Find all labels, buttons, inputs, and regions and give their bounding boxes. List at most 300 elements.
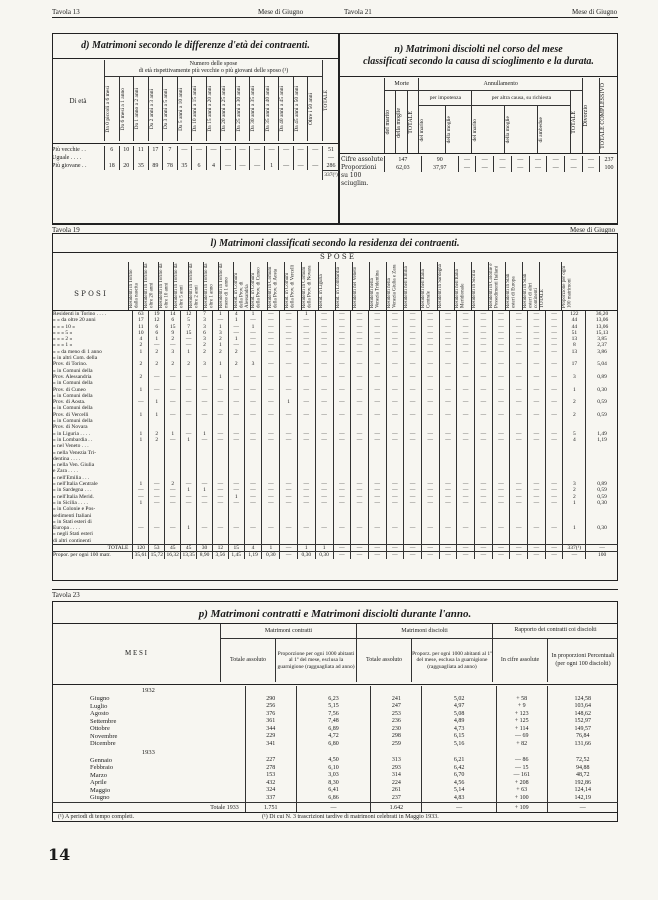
header-tavola-23: Tavola 23 xyxy=(52,591,80,599)
table-n xyxy=(384,78,618,154)
l-cell: — xyxy=(297,525,315,531)
l-col-2: Residenti in Torino da oltre 10 anni xyxy=(159,263,170,308)
l-cell: 2 xyxy=(165,361,181,367)
l-row-label: Prov. di Cuneo xyxy=(53,386,86,393)
l-cell: — xyxy=(315,500,333,506)
l-cell: — xyxy=(368,349,386,355)
l-cell: — xyxy=(315,342,333,348)
l-cell: — xyxy=(149,525,165,531)
l-cell: — xyxy=(280,412,298,418)
p-month: Luglio xyxy=(90,702,108,710)
l-cell: 1 xyxy=(563,387,586,393)
d-col-3: Da 2 anni a 3 anni xyxy=(148,88,155,130)
l-cell: 1,19 xyxy=(586,437,618,443)
n-divorzio: Divorzio xyxy=(583,105,589,127)
l-cell: — xyxy=(404,349,422,355)
l-cell: — xyxy=(315,494,333,500)
l-cell: — xyxy=(280,500,298,506)
l-cell: — xyxy=(528,552,546,559)
l-cell: 2,37 xyxy=(586,342,618,348)
p-cell: 5,16 xyxy=(422,740,496,748)
l-cell: — xyxy=(333,349,351,355)
l-cell: 2 xyxy=(181,361,197,367)
l-cell: — xyxy=(545,317,563,323)
l-cell: 0,30 xyxy=(586,525,618,531)
l-cell: — xyxy=(197,525,213,531)
n-cell: — xyxy=(547,164,565,172)
l-cell: — xyxy=(421,317,439,323)
header-mese-13: Mese di Giugno xyxy=(258,8,304,16)
p-cell: 229 xyxy=(245,733,296,741)
l-col-22: Residenti in Colonie e Possedimenti Italiani xyxy=(489,263,500,308)
d-cell: — xyxy=(221,146,236,154)
n-cell: — xyxy=(565,164,583,172)
page-number: 14 xyxy=(48,845,71,864)
l-cell: — xyxy=(244,317,262,323)
l-row-label: » in Comuni della xyxy=(53,392,93,399)
l-cell: — xyxy=(133,525,149,531)
d-cell xyxy=(250,154,265,162)
l-cell: — xyxy=(492,349,510,355)
l-cell: — xyxy=(545,431,563,437)
n-cell: — xyxy=(547,156,565,164)
p-rapporto: Rapporto dei contratti coi disciolti xyxy=(493,624,619,638)
l-cell xyxy=(492,538,510,545)
n-cell: — xyxy=(476,156,494,164)
l-cell: 2 xyxy=(133,342,149,348)
l-cell: — xyxy=(404,387,422,393)
table-n-title: n) Matrimoni disciolti nel corso del mese classificati secondo la causa di scioglimento e la durata. xyxy=(363,44,594,67)
l-cell: — xyxy=(351,330,369,336)
p-c6: In proporzioni Percentuali xyxy=(551,653,615,660)
d-total: 337(¹) xyxy=(323,170,340,180)
l-col-head xyxy=(173,262,189,310)
l-cell: — xyxy=(510,481,528,487)
table-row xyxy=(52,802,618,813)
l-cell: — xyxy=(315,374,333,380)
l-cell xyxy=(244,538,262,545)
p-cell: 278 xyxy=(245,764,296,772)
l-cell: — xyxy=(280,544,298,551)
l-cell: — xyxy=(510,487,528,493)
header-tavola-21: Tavola 21 xyxy=(344,8,372,16)
l-cell: 2 xyxy=(212,349,228,355)
l-cell: 6 xyxy=(165,317,181,323)
l-cell: — xyxy=(545,437,563,443)
p-cell: — 161 xyxy=(496,772,547,780)
n-cell: 147 xyxy=(385,156,422,164)
l-col-head xyxy=(420,262,438,310)
n-cell: — xyxy=(529,164,547,172)
n-col-imp-moglie: della moglie xyxy=(445,116,452,144)
l-cell: — xyxy=(457,387,475,393)
l-cell: — xyxy=(181,481,197,487)
l-col-26: Proporzione per ogni 100 matrimoni xyxy=(562,265,573,308)
l-cell xyxy=(368,538,386,545)
l-cell: 44 xyxy=(563,317,586,323)
l-row-label: TOTALE xyxy=(107,544,129,551)
l-cell: — xyxy=(368,487,386,493)
p-cell: 313 xyxy=(371,757,422,765)
l-cell: 12 xyxy=(181,311,197,317)
l-cell: — xyxy=(351,412,369,418)
l-cell: — xyxy=(475,311,493,317)
l-cell: — xyxy=(351,387,369,393)
l-cell: — xyxy=(404,544,422,551)
l-cell: 0,89 xyxy=(586,374,618,380)
l-cell: — xyxy=(297,481,315,487)
l-cell: 1,45 xyxy=(228,552,244,559)
l-cell: — xyxy=(333,336,351,342)
p-cell: 4,50 xyxy=(296,757,370,765)
l-cell: 1 xyxy=(181,525,197,531)
l-cell: — xyxy=(297,330,315,336)
p-disciolti: Matrimoni disciolti xyxy=(357,624,493,638)
l-cell: — xyxy=(228,399,244,405)
l-cell: — xyxy=(439,317,457,323)
l-cell: — xyxy=(386,330,404,336)
l-col-19: Residenti in Sardegna xyxy=(438,264,443,308)
l-cell: — xyxy=(475,487,493,493)
table-row xyxy=(52,794,618,802)
l-cell: — xyxy=(421,525,439,531)
p-cell: + 125 xyxy=(496,718,547,726)
l-cell: 3,86 xyxy=(586,349,618,355)
p-cell: 6,21 xyxy=(422,757,496,765)
d-cell xyxy=(293,154,308,162)
d-head-group: Numero delle spose di età rispettivamente più vecchie o più giovani delle sposo (¹) xyxy=(105,60,323,77)
l-row-label: » in Comuni della xyxy=(53,418,93,425)
l-col-0: Residenti in Torino dalla nascita xyxy=(129,269,140,308)
l-cell: 8,90 xyxy=(197,552,213,559)
l-cell: — xyxy=(149,481,165,487)
l-cell: — xyxy=(244,349,262,355)
l-cell: — xyxy=(404,487,422,493)
l-cell: — xyxy=(528,481,546,487)
p-c4: Proporz. per ogni 1000 abitanti al 1º del mese, esclusa la guarnigione (ragguagliata ad anno) xyxy=(412,638,493,682)
l-cell: — xyxy=(421,311,439,317)
l-cell xyxy=(315,538,333,545)
l-cell: — xyxy=(297,500,315,506)
l-cell: — xyxy=(475,324,493,330)
l-cell: — xyxy=(510,336,528,342)
p-cell: 253 xyxy=(371,710,422,718)
l-row-label: » » » 1 » xyxy=(53,342,73,349)
l-cell: — xyxy=(492,399,510,405)
l-cell: — xyxy=(528,494,546,500)
p-cell: 5,14 xyxy=(422,787,496,795)
table-row xyxy=(52,154,339,162)
l-cell: — xyxy=(492,361,510,367)
l-cell: — xyxy=(457,342,475,348)
d-row-label: Più vecchie . . xyxy=(52,147,86,153)
l-cell: 45 xyxy=(165,544,181,551)
l-cell: — xyxy=(368,324,386,330)
l-cell: — xyxy=(165,399,181,405)
table-row xyxy=(52,757,618,765)
l-cell: — xyxy=(510,361,528,367)
l-cell: — xyxy=(386,431,404,437)
l-cell: — xyxy=(297,349,315,355)
l-col-16: Residenti nella Venezia Giulia e Zara xyxy=(387,264,398,308)
table-row xyxy=(52,162,339,170)
l-cell: 1 xyxy=(212,311,228,317)
p-cell: 148,62 xyxy=(547,710,618,718)
l-cell: — xyxy=(197,481,213,487)
l-row-label: » » da oltre 20 anni xyxy=(53,317,96,324)
l-row-label: Prov. Alessandria xyxy=(53,373,92,380)
l-cell: — xyxy=(133,487,149,493)
l-cell: 1 xyxy=(181,487,197,493)
l-cell: 2 xyxy=(149,431,165,437)
l-cell: — xyxy=(315,487,333,493)
table-p xyxy=(52,624,618,682)
l-col-21: Residenti in Sicilia xyxy=(472,269,477,308)
l-row-label: Residenti in Torino . . . . xyxy=(53,311,107,317)
l-cell xyxy=(149,538,165,545)
l-cell: 3 xyxy=(244,361,262,367)
l-cell: — xyxy=(368,361,386,367)
l-cell: — xyxy=(212,431,228,437)
p-cell: + 100 xyxy=(496,794,547,802)
l-cell: 3 xyxy=(212,330,228,336)
l-cell xyxy=(510,538,528,545)
table-row xyxy=(52,725,618,733)
l-col-25: TOTALE xyxy=(540,289,545,308)
l-cell: 1 xyxy=(212,324,228,330)
l-cell: 17 xyxy=(563,361,586,367)
l-col-head xyxy=(143,262,159,310)
table-row xyxy=(52,703,618,711)
l-cell: — xyxy=(368,399,386,405)
l-col-head xyxy=(233,262,251,310)
l-cell: — xyxy=(545,494,563,500)
l-cell: 2 xyxy=(212,336,228,342)
n-row-labels xyxy=(341,156,385,188)
l-cell: — xyxy=(586,544,618,551)
l-cell: — xyxy=(262,487,280,493)
l-col-1: Residenti in Torino da oltre 20 anni xyxy=(144,263,155,308)
l-cell: 0,89 xyxy=(586,481,618,487)
p-cell: 4,83 xyxy=(422,794,496,802)
l-col-head xyxy=(267,262,285,310)
l-cell xyxy=(439,538,457,545)
n-cell: 62,03 xyxy=(385,164,422,172)
n-col-moglie: della moglie xyxy=(396,107,403,138)
l-cell: — xyxy=(368,412,386,418)
l-cell: — xyxy=(297,317,315,323)
l-cell: — xyxy=(368,387,386,393)
l-col-8: Resid. in Comuni della Prov. di Cuneo xyxy=(251,267,262,308)
p-cell: 124,14 xyxy=(547,787,618,795)
footnote-2: (¹) Di cui N. 3 trascrizioni tardive di matrimoni celebrati in Maggio 1933. xyxy=(262,814,439,820)
d-cell: — xyxy=(177,146,192,154)
l-cell: — xyxy=(457,311,475,317)
p-cell: 247 xyxy=(371,703,422,711)
n-cell: 90 xyxy=(421,156,458,164)
l-cell: — xyxy=(457,481,475,487)
l-cell: — xyxy=(386,552,404,559)
l-cell: — xyxy=(262,500,280,506)
l-col-head xyxy=(454,262,472,310)
l-cell: — xyxy=(528,349,546,355)
l-row-label: » nel Veneto . . . xyxy=(53,443,89,450)
d-cell: 51 xyxy=(323,146,340,154)
p-cell: 298 xyxy=(371,733,422,741)
l-cell: 8 xyxy=(563,342,586,348)
l-cell: — xyxy=(421,487,439,493)
l-cell: — xyxy=(475,412,493,418)
l-cell: — xyxy=(181,374,197,380)
p-cell: 72,52 xyxy=(547,757,618,765)
l-cell xyxy=(386,538,404,545)
l-cell: — xyxy=(351,494,369,500)
p-cell: 241 xyxy=(371,695,422,703)
l-cell: — xyxy=(545,387,563,393)
d-cell: — xyxy=(250,146,265,154)
l-cell: — xyxy=(457,412,475,418)
l-cell: 1 xyxy=(244,324,262,330)
l-cell: — xyxy=(351,500,369,506)
header-tavola-19: Tavola 19 xyxy=(52,226,80,234)
l-row-label: » nella Venezia Tri- xyxy=(53,449,97,456)
d-row-head: Di età xyxy=(69,96,87,105)
n-cell: — xyxy=(583,164,600,172)
p-total-cell: 1.642 xyxy=(371,802,422,813)
l-cell: — xyxy=(386,399,404,405)
l-cell: — xyxy=(510,349,528,355)
l-cell: — xyxy=(368,437,386,443)
l-cell: — xyxy=(262,311,280,317)
d-col-8: Da 20 anni a 25 anni xyxy=(221,86,227,132)
l-row-label: » in altri Com. della xyxy=(53,355,98,362)
l-cell: — xyxy=(333,500,351,506)
l-cell xyxy=(457,538,475,545)
l-cell: — xyxy=(475,330,493,336)
l-cell: — xyxy=(351,349,369,355)
l-cell: — xyxy=(165,342,181,348)
l-cell: — xyxy=(457,544,475,551)
l-cell: — xyxy=(244,399,262,405)
l-cell: 0,59 xyxy=(586,487,618,493)
l-cell xyxy=(212,538,228,545)
l-cell: — xyxy=(262,437,280,443)
l-cell: 0,30 xyxy=(586,500,618,506)
l-cell: — xyxy=(439,324,457,330)
l-col-23: Residenti in Stati esteri di Europa xyxy=(506,273,517,308)
l-cell: — xyxy=(244,342,262,348)
table-d xyxy=(52,60,339,141)
l-cell: — xyxy=(280,387,298,393)
l-row-label: » in Liguria . . . . xyxy=(53,430,90,437)
l-cell: — xyxy=(475,361,493,367)
l-cell: — xyxy=(439,330,457,336)
l-col-head xyxy=(403,262,421,310)
l-cell: 0,59 xyxy=(586,412,618,418)
n-cell: — xyxy=(583,156,600,164)
l-cell: 1 xyxy=(165,431,181,437)
l-cell: — xyxy=(244,487,262,493)
l-cell: — xyxy=(197,399,213,405)
l-cell xyxy=(133,538,149,545)
p-cell: 237 xyxy=(371,794,422,802)
l-col-head xyxy=(505,262,523,310)
table-row xyxy=(52,764,618,772)
l-cell: — xyxy=(439,544,457,551)
p-cell: 293 xyxy=(371,764,422,772)
l-cell: 1 xyxy=(133,437,149,443)
l-cell: — xyxy=(404,324,422,330)
l-col-24: Residenti in Stati esteri di altri continenti xyxy=(523,273,539,308)
l-cell: 3 xyxy=(197,317,213,323)
table-row xyxy=(52,695,618,703)
l-cell: — xyxy=(492,311,510,317)
l-cell: — xyxy=(212,387,228,393)
d-cell: 17 xyxy=(148,146,163,154)
l-cell: — xyxy=(228,487,244,493)
l-cell xyxy=(586,538,618,545)
n-morte: Morte xyxy=(385,78,419,91)
n-cell: 237 xyxy=(600,156,619,164)
l-col-9: Residenti in Comuni della Prov. di Aosta xyxy=(268,266,279,308)
l-cell: 1 xyxy=(244,311,262,317)
l-cell: 2 xyxy=(197,342,213,348)
l-cell: 4 xyxy=(244,544,262,551)
l-cell: — xyxy=(545,481,563,487)
l-cell: — xyxy=(563,552,586,559)
l-cell: — xyxy=(181,494,197,500)
n-per-impotenza: per impotenza xyxy=(419,91,472,106)
l-cell: — xyxy=(181,431,197,437)
p-c6b: (per ogni 100 disciolti) xyxy=(555,661,611,668)
l-cell: — xyxy=(244,431,262,437)
l-col-head xyxy=(471,262,489,310)
l-cell: — xyxy=(439,494,457,500)
n-cell: — xyxy=(458,164,476,172)
l-cell: — xyxy=(439,349,457,355)
l-cell: 1 xyxy=(280,399,298,405)
l-row-label: » » » 2 » xyxy=(53,336,73,343)
l-cell: 12 xyxy=(212,544,228,551)
l-cell: — xyxy=(404,399,422,405)
d-cell: — xyxy=(293,146,308,154)
d-cell: — xyxy=(308,146,323,154)
table-row xyxy=(52,146,339,154)
p-month: Novembre xyxy=(90,732,118,740)
l-row-label: » in Comuni della xyxy=(53,405,93,412)
l-cell: 2 xyxy=(228,361,244,367)
l-cell: 2 xyxy=(149,349,165,355)
l-cell: 1 xyxy=(212,361,228,367)
l-cell: — xyxy=(315,481,333,487)
l-cell: — xyxy=(262,481,280,487)
l-col-head xyxy=(284,262,302,310)
l-cell: — xyxy=(528,361,546,367)
l-cell: — xyxy=(492,487,510,493)
p-cell: 94,88 xyxy=(547,764,618,772)
l-cell: — xyxy=(149,374,165,380)
d-cell xyxy=(119,154,134,162)
l-cell: 5 xyxy=(181,317,197,323)
l-cell: — xyxy=(492,481,510,487)
d-cell: — xyxy=(192,146,207,154)
l-cell: 30 xyxy=(197,544,213,551)
l-cell: — xyxy=(244,412,262,418)
l-cell: — xyxy=(297,487,315,493)
l-cell: — xyxy=(457,336,475,342)
l-cell: — xyxy=(386,544,404,551)
p-cell: 6,42 xyxy=(422,764,496,772)
